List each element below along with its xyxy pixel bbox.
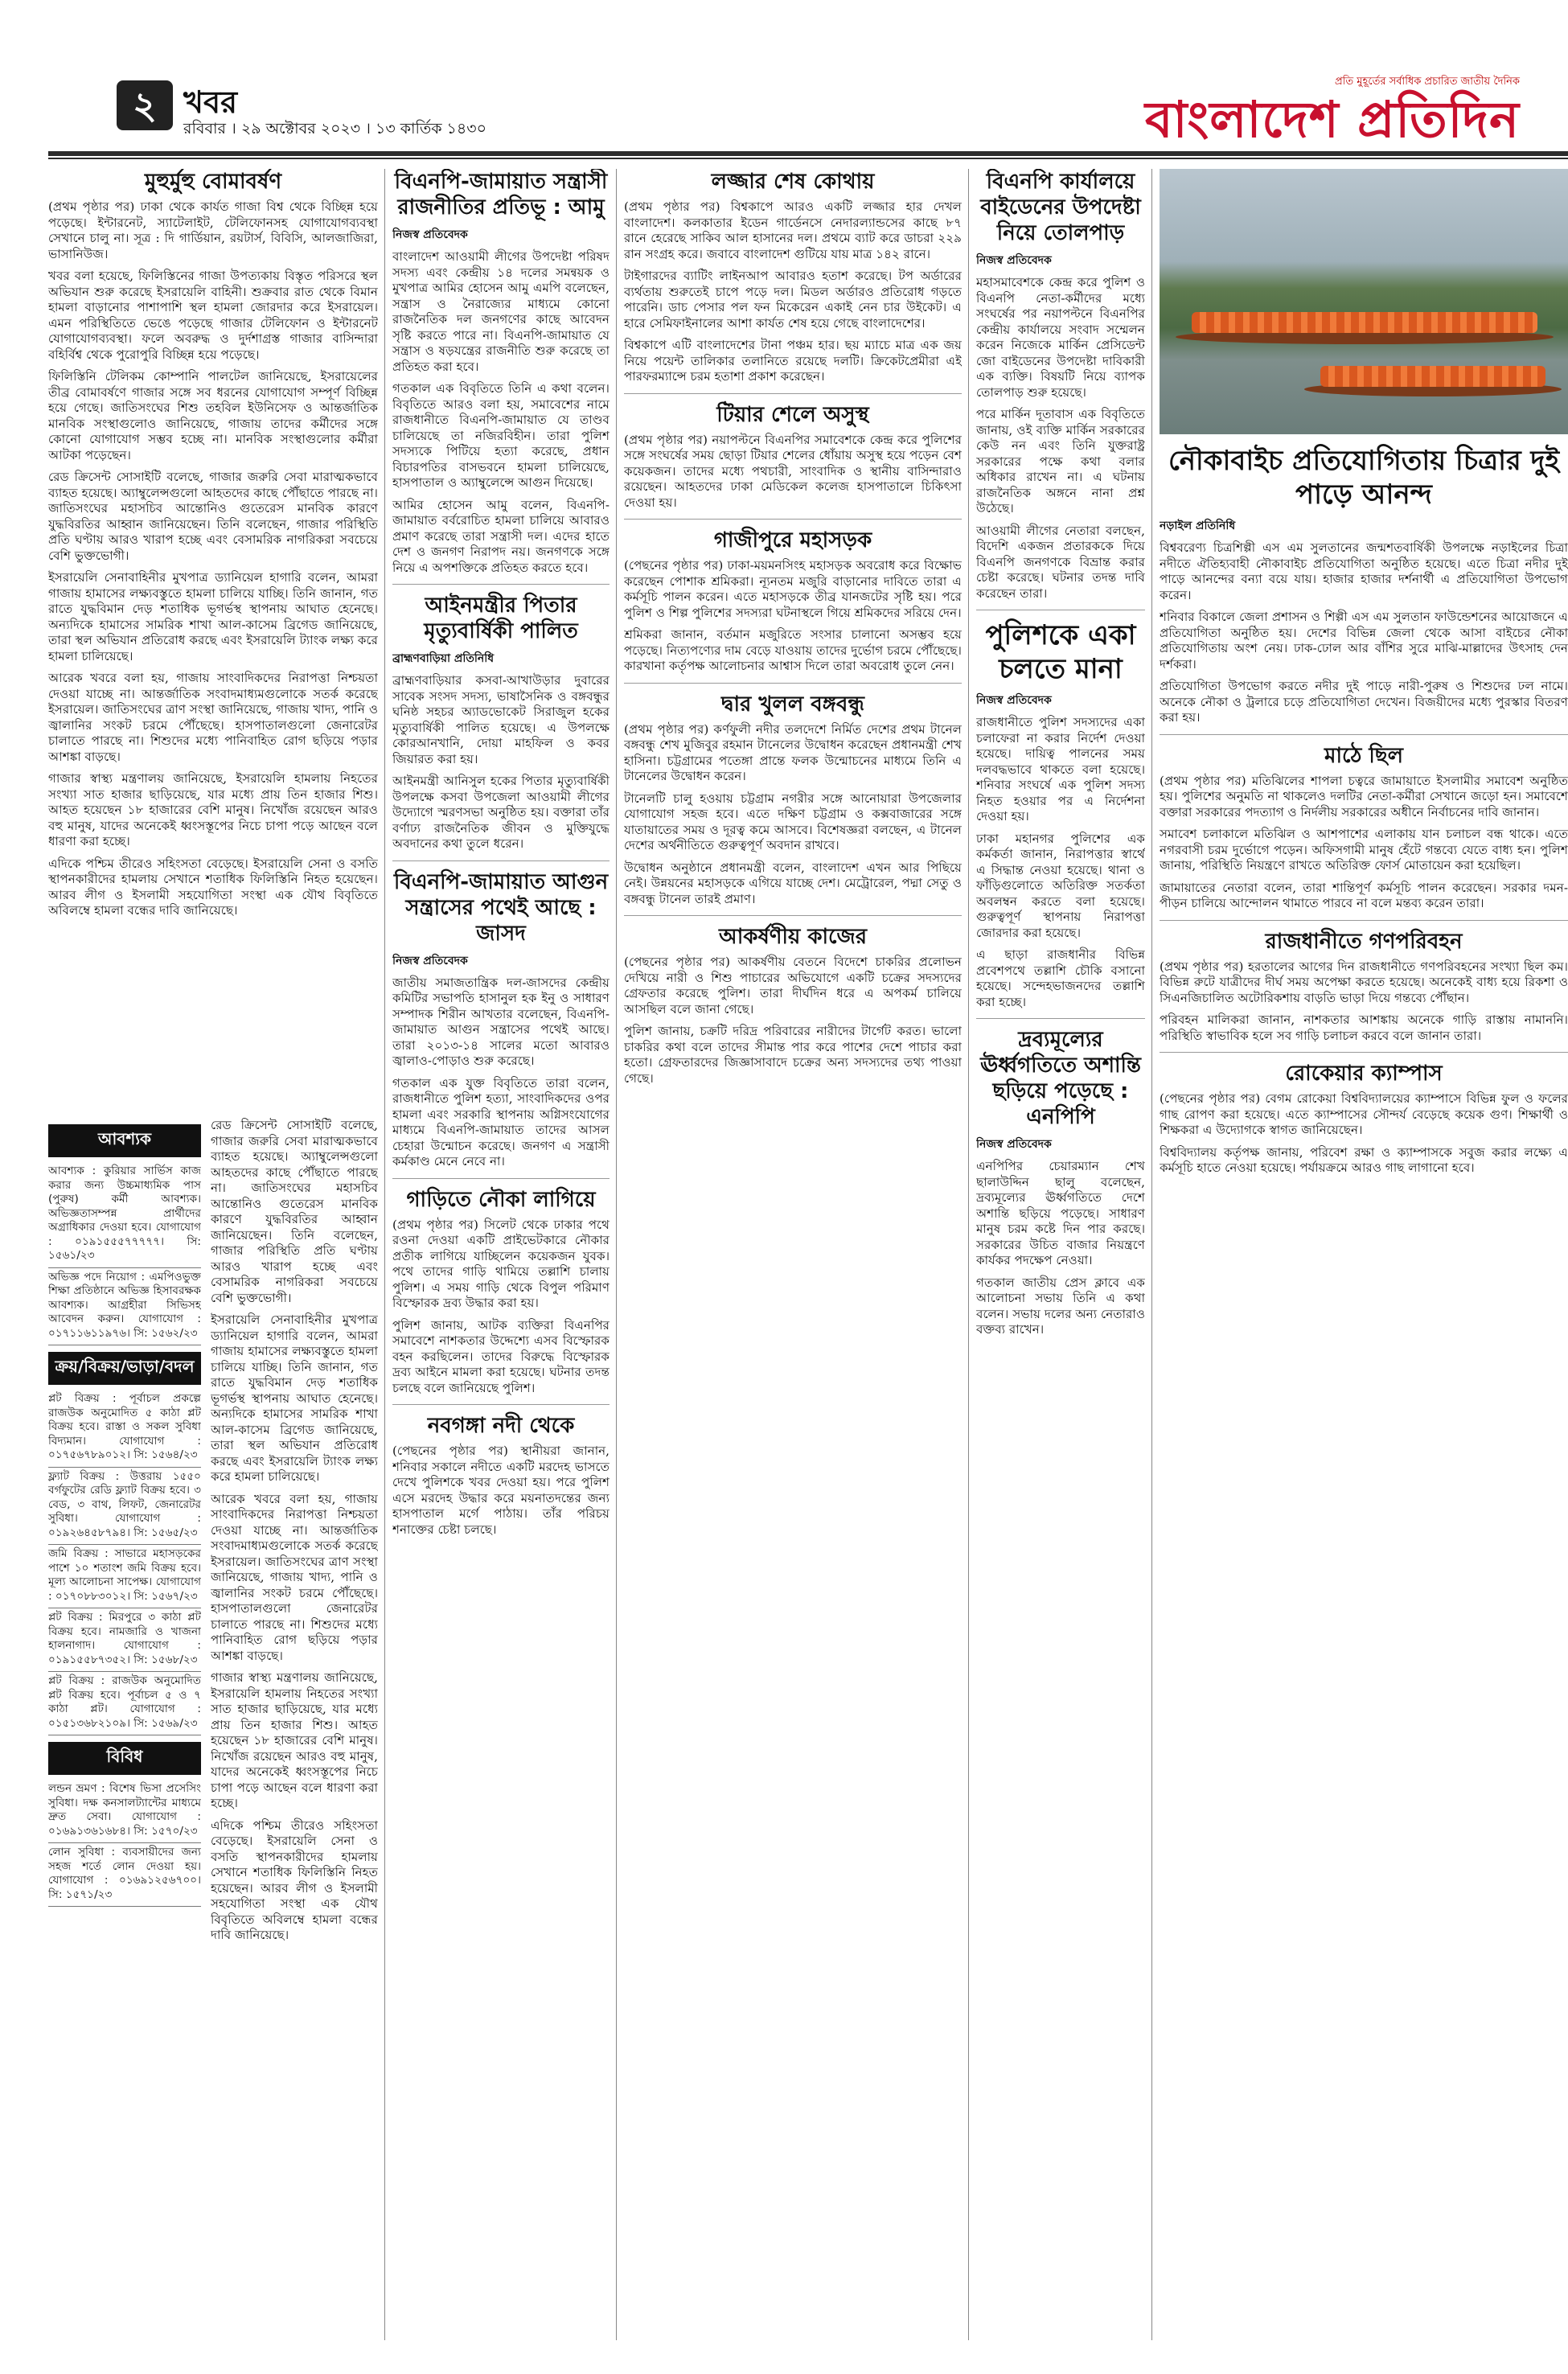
paragraph: জামায়াতের নেতারা বলেন, তারা শান্তিপূর্ণ কর্মসূচি পালন করেছেন। সরকার দমন-পীড়ন চালিয়ে আন্দোলন থামাতে পারবে না বলে মন্তব্য করেন তারা। <box>1160 880 1568 910</box>
divider <box>392 860 610 861</box>
paragraph: উদ্বোধন অনুষ্ঠানে প্রধানমন্ত্রী বলেন, বাংলাদেশ এখন আর পিছিয়ে নেই। উন্নয়নের মহাসড়কে এগিয়ে যাচ্ছে দেশ। মেট্রোরেল, পদ্মা সেতু ও বঙ্গবন্ধু টানেল তারই প্রমাণ। <box>624 860 962 906</box>
article-body <box>48 199 378 919</box>
paragraph: বিশ্ববিদ্যালয় কর্তৃপক্ষ জানায়, পরিবেশ রক্ষা ও ক্যাম্পাসকে সবুজ করার লক্ষ্যে এ কর্মসূচি হাতে নেওয়া হয়েছে। পর্যায়ক্রমে আরও গাছ লাগানো হবে। <box>1160 1144 1568 1175</box>
paragraph: আরেক খবরে বলা হয়, গাজায় সাংবাদিকদের নিরাপত্তা নিশ্চয়তা দেওয়া যাচ্ছে না। আন্তর্জাতিক সংবাদমাধ্যমগুলোকে সতর্ক করেছে ইসরায়েল। জাতিসংঘের ত্রাণ সংস্থা জানিয়েছে, গাজায় খাদ্য, পানি ও জ্বালানির সংকট চরমে পৌঁছেছে। হাসপাতালগুলো জেনারেটর চালাতে পারছে না। শিশুদের মধ্যে পানিবাহিত রোগ ছড়িয়ে পড়ার আশঙ্কা বাড়ছে। <box>211 1491 378 1663</box>
brand-logo <box>1145 74 1520 147</box>
byline: নিজস্ব প্রতিবেদক <box>976 254 1052 267</box>
paragraph: ব্রাহ্মণবাড়িয়ার কসবা-আখাউড়ার দুবারের সাবেক সংসদ সদস্য, ভাষাসৈনিক ও বঙ্গবন্ধুর ঘনিষ্ঠ সহচর অ্যাডভোকেট সিরাজুল হকের মৃত্যুবার্ষিকী পালিত হয়েছে। এ উপলক্ষে কোরআনখানি, দোয়া মাহফিল ও কবর জিয়ারত করা হয়। <box>392 673 610 766</box>
paragraph: মহাসমাবেশকে কেন্দ্র করে পুলিশ ও বিএনপি নেতা-কর্মীদের মধ্যে সংঘর্ষের পর নয়াপল্টনে বিএনপির কেন্দ্রীয় কার্যালয়ে সংবাদ সম্মেলন করেন নিজেকে মার্কিন প্রেসিডেন্ট জো বাইডেনের উপদেষ্টা দাবিকারী এক ব্যক্তি। বিষয়টি নিয়ে ব্যাপক তোলপাড় শুরু হয়েছে। <box>976 275 1145 400</box>
article-title: গাজীপুরে মহাসড়ক <box>713 528 872 552</box>
paragraph: ইসরায়েলি সেনাবাহিনীর মুখপাত্র ড্যানিয়েল হাগারি বলেন, আমরা গাজায় হামাসের লক্ষ্যবস্তুতে হামলা চালিয়ে যাচ্ছি। তিনি জানান, গত রাতে যুদ্ধবিমান দেড় শতাধিক ভূগর্ভস্থ স্থাপনায় আঘাত হেনেছে। অন্যদিকে হামাসের সামরিক শাখা আল-কাসেম ব্রিগেড জানিয়েছে, তারা স্থল অভিযান প্রতিরোধ করছে এবং ইসরায়েলি ট্যাংক লক্ষ্য করে হামলা চালিয়েছে। <box>48 570 378 663</box>
divider <box>624 393 962 394</box>
paragraph: (পেছনের পৃষ্ঠার পর) বেগম রোকেয়া বিশ্ববিদ্যালয়ের ক্যাম্পাসে বিভিন্ন ফুল ও ফলের গাছ রোপণ করা হয়েছে। এতে ক্যাম্পাসের সৌন্দর্য বেড়েছে কয়েক গুণ। শিক্ষার্থী ও শিক্ষকরা এ উদ্যোগকে স্বাগত জানিয়েছেন। <box>1160 1091 1568 1137</box>
paragraph: প্রতিযোগিতা উপভোগ করতে নদীর দুই পাড়ে নারী-পুরুষ ও শিশুদের ঢল নামে। অনেকে নৌকা ও ট্রলারে চড়ে প্রতিযোগিতা দেখেন। বিজয়ীদের মধ্যে পুরস্কার বিতরণ করা হয়। <box>1160 679 1568 725</box>
paragraph: ফিলিস্তিনি টেলিকম কোম্পানি পালটেল জানিয়েছে, ইসরায়েলের তীব্র বোমাবর্ষণে গাজার সঙ্গে সব ধরনের যোগাযোগ সম্পূর্ণ বিচ্ছিন্ন হয়ে গেছে। জাতিসংঘের শিশু তহবিল ইউনিসেফ ও আন্তর্জাতিক মানবিক সংস্থাগুলোও জানিয়েছে, গাজায় তাদের কর্মীদের সঙ্গে কোনো যোগাযোগ সম্ভব হচ্ছে না। মানবিক সংস্থাগুলোর কর্মীরা আটকা পড়েছেন। <box>48 369 378 462</box>
byline: নিজস্ব প্রতিবেদক <box>976 694 1052 707</box>
divider <box>392 1178 610 1179</box>
article-title: আকর্ষণীয় কাজের <box>718 925 868 949</box>
divider <box>1160 1052 1568 1053</box>
classified-ad: লোন সুবিধা : ব্যবসায়ীদের জন্য সহজ শর্তে লোন দেওয়া হয়। যোগাযোগ : ০১৬৯১২৫৬৭০০। সি: ১৫৭১/২৩ <box>48 1843 201 1907</box>
paragraph: (প্রথম পৃষ্ঠার পর) বিশ্বকাপে আরও একটি লজ্জার হার দেখল বাংলাদেশ। কলকাতার ইডেন গার্ডেনসে নেদারল্যান্ডসের কাছে ৮৭ রানে হেরেছে সাকিব আল হাসানের দল। প্রথমে ব্যাট করে ডাচরা ২২৯ রান সংগ্রহ করে। জবাবে বাংলাদেশ গুটিয়ে যায় মাত্র ১৪২ রানে। <box>624 199 962 261</box>
paragraph: টাইগারদের ব্যাটিং লাইনআপ আবারও হতাশ করেছে। টপ অর্ডারের ব্যর্থতায় শুরুতেই চাপে পড়ে দল। মিডল অর্ডারও প্রতিরোধ গড়তে পারেনি। ডাচ পেসার পল ফন মিকেরেন একাই নেন চার উইকেট। এ হারে সেমিফাইনালের আশা কার্যত শেষ হয়ে গেছে বাংলাদেশের। <box>624 269 962 331</box>
byline: নিজস্ব প্রতিবেদক <box>392 954 468 967</box>
byline: নড়াইল প্রতিনিধি <box>1160 520 1236 532</box>
article-title: দ্রব্যমূল্যের ঊর্ধ্বগতিতে অশান্তি ছড়িয়ে পড়েছে : এনপিপি <box>980 1028 1141 1129</box>
paragraph: শ্রমিকরা জানান, বর্তমান মজুরিতে সংসার চালানো অসম্ভব হয়ে পড়েছে। নিত্যপণ্যের দাম বেড়ে যাওয়ায় তাদের দুর্ভোগ চরমে পৌঁছেছে। কারখানা কর্তৃপক্ষ আলোচনার আশ্বাস দিলে তারা অবরোধ তুলে নেন। <box>624 627 962 673</box>
paragraph: শনিবার বিকালে জেলা প্রশাসন ও শিল্পী এস এম সুলতান ফাউন্ডেশনের আয়োজনে এ প্রতিযোগিতা অনুষ্ঠিত হয়। দেশের বিভিন্ন জেলা থেকে আসা বাইচের নৌকা প্রতিযোগিতায় অংশ নেয়। ঢাক-ঢোল আর বাঁশির সুরে মাঝি-মাল্লাদের উৎসাহ দেন দর্শকরা। <box>1160 610 1568 672</box>
paragraph: ঢাকা মহানগর পুলিশের এক কর্মকর্তা জানান, নিরাপত্তার স্বার্থে এ সিদ্ধান্ত নেওয়া হয়েছে। থানা ও ফাঁড়িগুলোতে অতিরিক্ত সতর্কতা অবলম্বন করতে বলা হয়েছে। গুরুত্বপূর্ণ স্থাপনায় নিরাপত্তা জোরদার করা হয়েছে। <box>976 831 1145 940</box>
paragraph: (প্রথম পৃষ্ঠার পর) ঢাকা থেকে কার্যত গাজা বিশ্ব থেকে বিচ্ছিন্ন হয়ে পড়েছে। ইন্টারনেট, স্যাটেলাইট, টেলিফোনসহ যোগাযোগব্যবস্থা সেখানে চালু না। সূত্র : দি গার্ডিয়ান, রয়টার্স, বিবিসি, আলজাজিরা, ভাসানিউজ। <box>48 199 378 261</box>
classified-ad: আবশ্যক : কুরিয়ার সার্ভিস কাজ করার জন্য উচ্চমাধ্যমিক পাস (পুরুষ) কর্মী আবশ্যক। অভিজ্ঞতাসম্পন্ন প্রার্থীদের অগ্রাধিকার দেওয়া হবে। যোগাযোগ : ০১৯১৫৫৫৭৭৭৭৭। সি: ১৫৬১/২৩ <box>48 1162 201 1268</box>
paragraph: গাজার স্বাস্থ্য মন্ত্রণালয় জানিয়েছে, ইসরায়েলি হামলায় নিহতের সংখ্যা সাত হাজার ছাড়িয়েছে, যার মধ্যে প্রায় তিন হাজার শিশু। আহত হয়েছেন ১৮ হাজারের বেশি মানুষ। নিখোঁজ রয়েছেন আরও বহু মানুষ, যাদের অনেকেই ধ্বংসস্তূপের নিচে চাপা পড়ে আছেন বলে ধারণা করা হচ্ছে। <box>48 771 378 848</box>
classified-ad: প্লট বিক্রয় : মিরপুরে ৩ কাঠা প্লট বিক্রয় হবে। নামজারি ও খাজনা হালনাগাদ। যোগাযোগ : ০১৯১৫৫৮৭৩৫২। সি: ১৫৬৮/২৩ <box>48 1608 201 1672</box>
classified-ad: লন্ডন ভ্রমণ : বিশেষ ভিসা প্রসেসিং সুবিধা। দক্ষ কনসালট্যান্টের মাধ্যমে দ্রুত সেবা। যোগাযোগ : ০১৬৯১৩৬১৬৮৪। সি: ১৫৭০/২৩ <box>48 1780 201 1843</box>
article-title: বিএনপি-জামায়াত আগুন সন্ত্রাসের পথেই আছে : জাসদ <box>393 869 609 946</box>
paragraph: (পেছনের পৃষ্ঠার পর) আকর্ষণীয় বেতনে বিদেশে চাকরির প্রলোভন দেখিয়ে নারী ও শিশু পাচারের অভিযোগে একটি চক্রের সদস্যদের গ্রেফতার করেছে পুলিশ। তারা দীর্ঘদিন ধরে এ অপকর্ম চালিয়ে আসছিল বলে জানা গেছে। <box>624 955 962 1017</box>
article-title: মুহুর্মুহু বোমাবর্ষণ <box>144 170 282 194</box>
paragraph: রাজধানীতে পুলিশ সদস্যদের একা চলাফেরা না করার নির্দেশ দেওয়া হয়েছে। দায়িত্ব পালনের সময় দলবদ্ধভাবে থাকতে বলা হয়েছে। শনিবার সংঘর্ষে এক পুলিশ সদস্য নিহত হওয়ার পর এ নির্দেশনা দেওয়া হয়। <box>976 715 1145 824</box>
paragraph: পুলিশ জানায়, আটক ব্যক্তিরা বিএনপির সমাবেশে নাশকতার উদ্দেশ্যে এসব বিস্ফোরক বহন করছিলেন। তাদের বিরুদ্ধে বিস্ফোরক দ্রব্য আইনে মামলা করা হয়েছে। ঘটনার তদন্ত চলছে বলে জানিয়েছে পুলিশ। <box>392 1317 610 1395</box>
paragraph: ইসরায়েলি সেনাবাহিনীর মুখপাত্র ড্যানিয়েল হাগারি বলেন, আমরা গাজায় হামাসের লক্ষ্যবস্তুতে হামলা চালিয়ে যাচ্ছি। তিনি জানান, গত রাতে যুদ্ধবিমান দেড় শতাধিক ভূগর্ভস্থ স্থাপনায় আঘাত হেনেছে। অন্যদিকে হামাসের সামরিক শাখা আল-কাসেম ব্রিগেড জানিয়েছে, তারা স্থল অভিযান প্রতিরোধ করছে এবং ইসরায়েলি ট্যাংক লক্ষ্য করে হামলা চালিয়েছে। <box>211 1312 378 1484</box>
column-divider <box>1151 169 1152 2340</box>
paragraph: আইনমন্ত্রী আনিসুল হকের পিতার মৃত্যুবার্ষিকী উপলক্ষে কসবা উপজেলা আওয়ামী লীগের উদ্যোগে স্মরণসভা অনুষ্ঠিত হয়। বক্তারা তাঁর বর্ণাঢ্য রাজনৈতিক জীবন ও মুক্তিযুদ্ধে অবদানের কথা তুলে ধরেন। <box>392 774 610 851</box>
classified-ad: প্লট বিক্রয় : রাজউক অনুমোদিত প্লট বিক্রয় হবে। পূর্বাচল ৫ ও ৭ কাঠা প্লট। যোগাযোগ : ০১৫১৩৬৮২১০৯। সি: ১৫৬৯/২৩ <box>48 1672 201 1735</box>
divider <box>976 1018 1145 1019</box>
article-title: নবগঙ্গা নদী থেকে <box>427 1414 575 1438</box>
paragraph: আরেক খবরে বলা হয়, গাজায় সাংবাদিকদের নিরাপত্তা নিশ্চয়তা দেওয়া যাচ্ছে না। আন্তর্জাতিক সংবাদমাধ্যমগুলোকে সতর্ক করেছে ইসরায়েল। জাতিসংঘের ত্রাণ সংস্থা জানিয়েছে, গাজায় খাদ্য, পানি ও জ্বালানির সংকট চরমে পৌঁছেছে। হাসপাতালগুলো জেনারেটর চালাতে পারছে না। শিশুদের মধ্যে পানিবাহিত রোগ ছড়িয়ে পড়ার আশঙ্কা বাড়ছে। <box>48 671 378 764</box>
paragraph: (পেছনের পৃষ্ঠার পর) ঢাকা-ময়মনসিংহ মহাসড়ক অবরোধ করে বিক্ষোভ করেছেন পোশাক শ্রমিকরা। ন্যূনতম মজুরি বাড়ানোর দাবিতে তারা এ কর্মসূচি পালন করেন। এতে মহাসড়কে তীব্র যানজটের সৃষ্টি হয়। পরে পুলিশ ও শিল্প পুলিশের সদস্যরা ঘটনাস্থলে গিয়ে শ্রমিকদের সরিয়ে দেন। <box>624 558 962 620</box>
paragraph: এ ছাড়া রাজধানীর বিভিন্ন প্রবেশপথে তল্লাশি চৌকি বসানো হয়েছে। সন্দেহভাজনদের তল্লাশি করা হচ্ছে। <box>976 947 1145 1009</box>
paragraph: এনপিপির চেয়ারম্যান শেখ ছালাউদ্দিন ছালু বলেছেন, দ্রব্যমূল্যের ঊর্ধ্বগতিতে দেশে অশান্তি ছড়িয়ে পড়েছে। সাধারণ মানুষ চরম কষ্টে দিন পার করছে। সরকারের উচিত বাজার নিয়ন্ত্রণে কার্যকর পদক্ষেপ নেওয়া। <box>976 1159 1145 1267</box>
article-title: নৌকাবাইচ প্রতিযোগিতায় চিত্রার দুই পাড়ে আনন্দ <box>1168 445 1560 511</box>
classified-heading: আবশ্যক <box>48 1124 201 1157</box>
article-title: গাড়িতে নৌকা লাগিয়ে <box>406 1187 596 1212</box>
article-title: রাজধানীতে গণপরিবহন <box>1265 929 1463 954</box>
classified-ad: জমি বিক্রয় : সাভারে মহাসড়কের পাশে ১০ শতাংশ জমি বিক্রয় হবে। মূল্য আলোচনা সাপেক্ষ। যোগাযোগ : ০১৭০৮৮৩০১২। সি: ১৫৬৭/২৩ <box>48 1545 201 1608</box>
column-divider <box>384 169 385 2340</box>
column-5 <box>624 169 962 2340</box>
article-title: দ্বার খুলল বঙ্গবন্ধু <box>721 692 864 717</box>
brand-name: বাংলাদেশ প্রতিদিন <box>1145 90 1520 149</box>
paragraph: বিশ্ববরেণ্য চিত্রশিল্পী এস এম সুলতানের জন্মশতবার্ষিকী উপলক্ষে নড়াইলের চিত্রা নদীতে ঐতিহ্যবাহী নৌকাবাইচ প্রতিযোগিতা অনুষ্ঠিত হয়েছে। এতে চিত্রা নদীর দুই পাড়ে আনন্দের বন্যা বয়ে যায়। হাজার হাজার দর্শনার্থী এ প্রতিযোগিতা উপভোগ করেন। <box>1160 540 1568 602</box>
article-title: রোকেয়ার ক্যাম্পাস <box>1285 1062 1443 1086</box>
classified-ad: অভিজ্ঞ পদে নিয়োগ : এমপিওভুক্ত শিক্ষা প্রতিষ্ঠানে অভিজ্ঞ হিসাবরক্ষক আবশ্যক। আগ্রহীরা সিভিসহ আবেদন করুন। যোগাযোগ : ০১৭১১৬১১৯৭৬। সি: ১৫৬২/২৩ <box>48 1268 201 1346</box>
paragraph: গতকাল এক বিবৃতিতে তিনি এ কথা বলেন। বিবৃতিতে আরও বলা হয়, সমাবেশের নামে রাজধানীতে বিএনপি-জামায়াত যে তাণ্ডব চালিয়েছে তা নজিরবিহীন। তারা পুলিশ সদস্যকে পিটিয়ে হত্যা করেছে, প্রধান বিচারপতির বাসভবনে হামলা চালিয়েছে, হাসপাতাল ও অ্যাম্বুলেন্সে আগুন দিয়েছে। <box>392 381 610 490</box>
article-title: বিএনপি কার্যালয়ে বাইডেনের উপদেষ্টা নিয়ে তোলপাড় <box>980 170 1141 245</box>
column-6 <box>976 169 1145 2340</box>
brand-tagline: প্রতি মুহূর্তের সর্বাধিক প্রচারিত জাতীয় দৈনিক <box>1334 76 1520 88</box>
classified-ad: ফ্ল্যাট বিক্রয় : উত্তরায় ১৫৫০ বর্গফুটের রেডি ফ্ল্যাট বিক্রয় হবে। ৩ বেড, ৩ বাথ, লিফট, জেনারেটর সুবিধা। যোগাযোগ : ০১৯২৬৪৫৮৭৯৪। সি: ১৫৬৫/২৩ <box>48 1468 201 1546</box>
paragraph: সমাবেশ চলাকালে মতিঝিল ও আশপাশের এলাকায় যান চলাচল বন্ধ থাকে। এতে নগরবাসী চরম দুর্ভোগে পড়েন। অফিসগামী মানুষ হেঁটে গন্তব্যে যেতে বাধ্য হন। পুলিশ জানায়, পরিস্থিতি নিয়ন্ত্রণে রাখতে অতিরিক্ত ফোর্স মোতায়েন করা হয়েছিল। <box>1160 827 1568 873</box>
column-divider <box>616 169 617 2340</box>
paragraph: এদিকে পশ্চিম তীরেও সহিংসতা বেড়েছে। ইসরায়েলি সেনা ও বসতি স্থাপনকারীদের হামলায় সেখানে শতাধিক ফিলিস্তিনি নিহত হয়েছেন। আরব লীগ ও ইসলামী সহযোগিতা সংস্থা এক যৌথ বিবৃতিতে অবিলম্বে হামলা বন্ধের দাবি জানিয়েছে। <box>211 1817 378 1942</box>
divider <box>1160 734 1568 735</box>
paragraph: (প্রথম পৃষ্ঠার পর) সিলেট থেকে ঢাকার পথে রওনা দেওয়া একটি প্রাইভেটকারে নৌকার প্রতীক লাগিয়ে যাচ্ছিলেন কয়েকজন যুবক। পথে তাদের গাড়ি থামিয়ে তল্লাশি চালায় পুলিশ। এ সময় গাড়ি থেকে বিপুল পরিমাণ বিস্ফোরক দ্রব্য উদ্ধার করা হয়। <box>392 1217 610 1310</box>
divider <box>624 915 962 916</box>
column-2-continuation <box>211 1118 378 2340</box>
paragraph: পরিবহন মালিকরা জানান, নাশকতার আশঙ্কায় অনেকে গাড়ি রাস্তায় নামাননি। পরিস্থিতি স্বাভাবিক হলে সব গাড়ি চলাচল করবে বলে জানান তারা। <box>1160 1012 1568 1043</box>
paragraph: রেড ক্রিসেন্ট সোসাইটি বলেছে, গাজার জরুরি সেবা মারাত্মকভাবে ব্যাহত হয়েছে। অ্যাম্বুলেন্সগুলো আহতদের কাছে পৌঁছাতে পারছে না। জাতিসংঘের মহাসচিব আন্তোনিও গুতেরেস মানবিক কারণে যুদ্ধবিরতির আহ্বান জানিয়েছেন। তিনি বলেছেন, গাজার পরিস্থিতি প্রতি ঘণ্টায় আরও খারাপ হচ্ছে এবং বেসামরিক নাগরিকরা সবচেয়ে বেশি ভুক্তভোগী। <box>48 470 378 563</box>
paragraph: (প্রথম পৃষ্ঠার পর) কর্ণফুলী নদীর তলদেশে নির্মিত দেশের প্রথম টানেল বঙ্গবন্ধু শেখ মুজিবুর রহমান টানেলের উদ্বোধন করেছেন প্রধানমন্ত্রী শেখ হাসিনা। চট্টগ্রামের পতেঙ্গা প্রান্তে ফলক উন্মোচনের মাধ্যমে তিনি এ টানেলের উদ্বোধন করেন। <box>624 721 962 783</box>
paragraph: গাজার স্বাস্থ্য মন্ত্রণালয় জানিয়েছে, ইসরায়েলি হামলায় নিহতের সংখ্যা সাত হাজার ছাড়িয়েছে, যার মধ্যে প্রায় তিন হাজার শিশু। আহত হয়েছেন ১৮ হাজারের বেশি মানুষ। নিখোঁজ রয়েছেন আরও বহু মানুষ, যাদের অনেকেই ধ্বংসস্তূপের নিচে চাপা পড়ে আছেন বলে ধারণা করা হচ্ছে। <box>211 1670 378 1810</box>
paragraph: গতকাল জাতীয় প্রেস ক্লাবে এক আলোচনা সভায় তিনি এ কথা বলেন। সভায় দলের অন্য নেতারাও বক্তব্য রাখেন। <box>976 1275 1145 1337</box>
article-title: লজ্জার শেষ কোথায় <box>711 170 875 194</box>
column-3 <box>392 169 610 2340</box>
divider <box>624 519 962 520</box>
article-title: মাঠে ছিল <box>1324 743 1403 768</box>
byline: নিজস্ব প্রতিবেদক <box>976 1138 1052 1151</box>
divider <box>1160 920 1568 921</box>
article-title: বিএনপি-জামায়াত সন্ত্রাসী রাজনীতির প্রতিভূ : আমু <box>394 170 608 220</box>
paragraph: পুলিশ জানায়, চক্রটি দরিদ্র পরিবারের নারীদের টার্গেট করত। ভালো চাকরির কথা বলে তাদের সীমান্ত পার করে পাশের দেশে পাচার করা হতো। গ্রেফতারদের জিজ্ঞাসাবাদে চক্রের অন্য সদস্যদের তথ্য পাওয়া গেছে। <box>624 1024 962 1086</box>
paragraph: (প্রথম পৃষ্ঠার পর) মতিঝিলের শাপলা চত্বরে জামায়াতে ইসলামীর সমাবেশ অনুষ্ঠিত হয়। পুলিশের অনুমতি না থাকলেও দলটির নেতা-কর্মীরা সেখানে জড়ো হন। সমাবেশে বক্তারা সরকারের পদত্যাগ ও নির্দলীয় সরকারের অধীনে নির্বাচনের দাবি জানান। <box>1160 773 1568 819</box>
paragraph: বাংলাদেশ আওয়ামী লীগের উপদেষ্টা পরিষদ সদস্য এবং কেন্দ্রীয় ১৪ দলের সমন্বয়ক ও মুখপাত্র আমির হোসেন আমু এমপি বলেছেন, সন্ত্রাস ও নৈরাজ্যের মাধ্যমে কোনো রাজনৈতিক দল জনগণের কাছে আবেদন সৃষ্টি করতে পারে না। বিএনপি-জামায়াত যে সন্ত্রাস ও ষড়যন্ত্রের রাজনীতি শুরু করেছে তা প্রতিহত করা হবে। <box>392 249 610 374</box>
divider <box>392 1404 610 1405</box>
paragraph: (প্রথম পৃষ্ঠার পর) হরতালের আগের দিন রাজধানীতে গণপরিবহনের সংখ্যা ছিল কম। বিভিন্ন রুটে যাত্রীদের দীর্ঘ সময় অপেক্ষা করতে হয়েছে। অনেকেই বাধ্য হয়ে রিকশা ও সিএনজিচালিত অটোরিকশায় বাড়তি ভাড়া দিয়ে গন্তব্যে পৌঁছান। <box>1160 959 1568 1005</box>
page-number: ২ <box>117 80 173 130</box>
paragraph: গতকাল এক যুক্ত বিবৃতিতে তারা বলেন, রাজধানীতে পুলিশ হত্যা, সাংবাদিকদের ওপর হামলা এবং সরকারি স্থাপনায় অগ্নিসংযোগের মাধ্যমে বিএনপি-জামায়াত তাদের আসল চেহারা উন্মোচন করেছে। জনগণ এ সন্ত্রাসী কর্মকাণ্ড মেনে নেবে না। <box>392 1075 610 1169</box>
boat-race-photo <box>1160 169 1568 434</box>
byline: ব্রাহ্মণবাড়িয়া প্রতিনিধি <box>392 652 495 665</box>
article-title: টিয়ার শেলে অসুস্থ <box>716 402 869 427</box>
classified-ad: প্লট বিক্রয় : পূর্বাচল প্রকল্পে রাজউক অনুমোদিত ৫ কাঠা প্লট বিক্রয় হবে। রাস্তা ও সকল সুবিধা বিদ্যমান। যোগাযোগ : ০১৭৫৬৭৮৯০১২। সি: ১৫৬৪/২৩ <box>48 1390 201 1468</box>
dateline: রবিবার । ২৯ অক্টোবর ২০২৩ । ১৩ কার্তিক ১৪৩০ <box>183 120 486 138</box>
article-title: আইনমন্ত্রীর পিতার মৃত্যুবার্ষিকী পালিত <box>424 594 578 643</box>
paragraph: আমির হোসেন আমু বলেন, বিএনপি-জামায়াত বর্বরোচিত হামলা চালিয়ে আবারও প্রমাণ করেছে তারা সন্ত্রাসী দল। এদের হাতে দেশ ও জনগণ নিরাপদ নয়। জনগণকে সঙ্গে নিয়ে এ অপশক্তিকে প্রতিহত করতে হবে। <box>392 497 610 575</box>
paragraph: টানেলটি চালু হওয়ায় চট্টগ্রাম নগরীর সঙ্গে আনোয়ারা উপজেলার যোগাযোগ সহজ হবে। এতে দক্ষিণ চট্টগ্রাম ও কক্সবাজারের সঙ্গে যাতায়াতের সময় ও দূরত্ব কমে আসবে। বিশেষজ্ঞরা বলছেন, এ টানেল দেশের অর্থনীতিতে গুরুত্বপূর্ণ অবদান রাখবে। <box>624 791 962 852</box>
classified-heading: বিবিধ <box>48 1742 201 1775</box>
masthead-rule-thin <box>48 158 1568 159</box>
column-divider <box>968 169 969 2340</box>
masthead-rule <box>48 151 1568 156</box>
paragraph: রেড ক্রিসেন্ট সোসাইটি বলেছে, গাজার জরুরি সেবা মারাত্মকভাবে ব্যাহত হয়েছে। অ্যাম্বুলেন্সগুলো আহতদের কাছে পৌঁছাতে পারছে না। জাতিসংঘের মহাসচিব আন্তোনিও গুতেরেস মানবিক কারণে যুদ্ধবিরতির আহ্বান জানিয়েছেন। তিনি বলেছেন, গাজার পরিস্থিতি প্রতি ঘণ্টায় আরও খারাপ হচ্ছে এবং বেসামরিক নাগরিকরা সবচেয়ে বেশি ভুক্তভোগী। <box>211 1118 378 1305</box>
column-1 <box>48 169 378 1102</box>
classifieds-column <box>48 1118 201 2340</box>
paragraph: (প্রথম পৃষ্ঠার পর) নয়াপল্টনে বিএনপির সমাবেশকে কেন্দ্র করে পুলিশের সঙ্গে সংঘর্ষের সময় ছোড়া টিয়ার শেলের ধোঁয়ায় অসুস্থ হয়ে পড়েন বেশ কয়েকজন। তাদের মধ্যে পথচারী, সাংবাদিক ও স্থানীয় বাসিন্দারাও রয়েছেন। আহতদের ঢাকা মেডিকেল কলেজ হাসপাতালে চিকিৎসা দেওয়া হয়। <box>624 432 962 510</box>
masthead <box>0 0 1568 157</box>
paragraph: আওয়ামী লীগের নেতারা বলছেন, বিদেশি একজন প্রতারককে দিয়ে বিএনপি জনগণকে বিভ্রান্ত করার চেষ্টা করেছে। ঘটনার তদন্ত দাবি করেছেন তারা। <box>976 523 1145 601</box>
paragraph: বিশ্বকাপে এটি বাংলাদেশের টানা পঞ্চম হার। ছয় ম্যাচে মাত্র এক জয় নিয়ে পয়েন্ট তালিকার তলানিতে রয়েছে দলটি। ক্রিকেটপ্রেমীরা এই পারফরম্যান্সে চরম হতাশা প্রকাশ করেছেন। <box>624 338 962 384</box>
paragraph: (পেছনের পৃষ্ঠার পর) স্থানীয়রা জানান, শনিবার সকালে নদীতে একটি মরদেহ ভাসতে দেখে পুলিশকে খবর দেওয়া হয়। পরে পুলিশ এসে মরদেহ উদ্ধার করে ময়নাতদন্তের জন্য হাসপাতাল মর্গে পাঠায়। তাঁর পরিচয় শনাক্তের চেষ্টা চলছে। <box>392 1444 610 1537</box>
article-title: পুলিশকে একা চলতে মানা <box>985 619 1136 685</box>
divider <box>392 584 610 585</box>
paragraph: খবর বলা হয়েছে, ফিলিস্তিনের গাজা উপত্যকায় বিস্তৃত পরিসরে স্থল অভিযান শুরু করেছে ইসরায়েলি বাহিনী। শুক্রবার রাত থেকে বিমান হামলা বাড়ানোর পাশাপাশি স্থল হামলা জোরদার করে ইসরায়েল। এমন পরিস্থিতিতে ভেঙে পড়েছে গাজার টেলিফোন ও ইন্টারনেট যোগাযোগব্যবস্থা। ফলে অবরুদ্ধ ও দুর্দশাগ্রস্ত গাজার বাসিন্দারা বহির্বিশ্ব থেকে পুরোপুরি বিচ্ছিন্ন হয়ে পড়েছে। <box>48 269 378 362</box>
column-7 <box>1160 169 1568 2340</box>
paragraph: এদিকে পশ্চিম তীরেও সহিংসতা বেড়েছে। ইসরায়েলি সেনা ও বসতি স্থাপনকারীদের হামলায় সেখানে শতাধিক ফিলিস্তিনি নিহত হয়েছেন। আরব লীগ ও ইসলামী সহযোগিতা সংস্থা এক যৌথ বিবৃতিতে অবিলম্বে হামলা বন্ধের দাবি জানিয়েছে। <box>48 856 378 918</box>
paragraph: জাতীয় সমাজতান্ত্রিক দল-জাসদের কেন্দ্রীয় কমিটির সভাপতি হাসানুল হক ইনু ও সাধারণ সম্পাদক শিরীন আখতার বলেছেন, বিএনপি-জামায়াত আগুন সন্ত্রাসের পথেই আছে। তারা ২০১৩-১৪ সালের মতো আবারও জ্বালাও-পোড়াও শুরু করেছে। <box>392 975 610 1068</box>
rowers-shape <box>1320 366 1545 387</box>
section-title: খবর <box>183 84 238 120</box>
classified-heading: ক্রয়/বিক্রয়/ভাড়া/বদল <box>48 1352 201 1385</box>
paragraph: পরে মার্কিন দূতাবাস এক বিবৃতিতে জানায়, ওই ব্যক্তি মার্কিন সরকারের কেউ নন এবং তিনি যুক্তরাষ্ট্র সরকারের পক্ষে কথা বলার অধিকার রাখেন না। এ ঘটনায় রাজনৈতিক অঙ্গনে নানা প্রশ্ন উঠেছে। <box>976 407 1145 515</box>
byline: নিজস্ব প্রতিবেদক <box>392 228 468 241</box>
divider <box>624 683 962 684</box>
rowers-shape <box>1192 312 1537 333</box>
